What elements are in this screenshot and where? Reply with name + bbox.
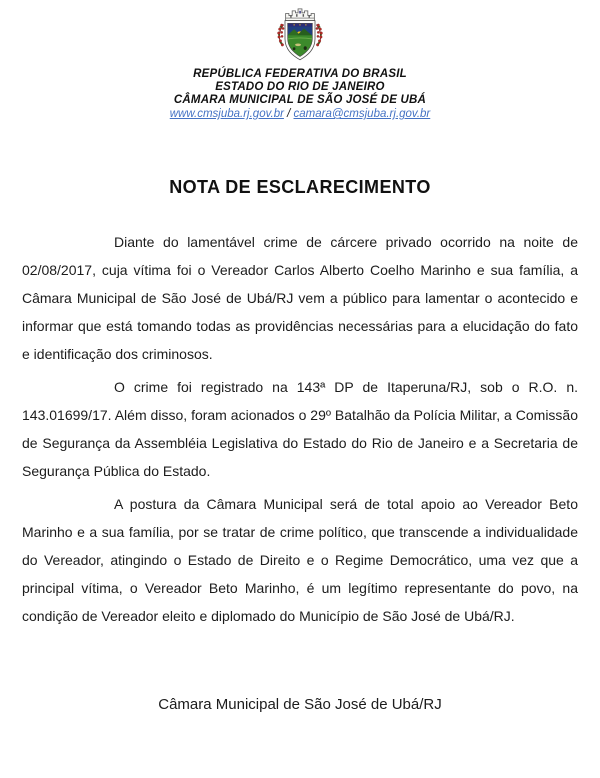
paragraph-2: O crime foi registrado na 143ª DP de Itaperuna/RJ, sob o R.O. n. 143.01699/17. Além disso, foram acionados o 29º Batalhão da Polícia Militar, a Comissão de Segurança da Assembléia Legislativa do Estado do Rio de Janeiro e a Secretaria de Segurança Pública do Estado. — [22, 379, 578, 479]
header-line-chamber: CÂMARA MUNICIPAL DE SÃO JOSÉ DE UBÁ — [173, 94, 427, 106]
coat-of-arms-icon — [265, 5, 335, 67]
page-title: NOTA DE ESCLARECIMENTO — [169, 177, 431, 197]
footer-signature: Câmara Municipal de São José de Ubá/RJ — [158, 696, 442, 713]
document-body — [0, 228, 600, 630]
letterhead — [0, 0, 600, 121]
paragraph-1: Diante do lamentável crime de cárcere privado ocorrido na noite de 02/08/2017, cuja vítima foi o Vereador Carlos Alberto Coelho Marinho e sua família, a Câmara Municipal de São José de Ubá/RJ vem a público para lamentar o acontecido e informar que está tomando todas as providências necessárias para a elucidação do fato e identificação dos criminosos. — [22, 234, 578, 362]
crown-shape — [286, 9, 315, 21]
left-branch — [277, 24, 284, 46]
right-branch — [316, 24, 323, 46]
paragraph-3: A postura da Câmara Municipal será de total apoio ao Vereador Beto Marinho e a sua família, por se tratar de crime político, que transcende a individualidade do Vereador, atingindo o Estado de Direito e o Regime Democrático, uma vez que a principal vítima, o Vereador Beto Marinho, é um legítimo representante do povo, na condição de Vereador eleito e diplomado do Município de São José de Ubá/RJ. — [22, 496, 578, 624]
email-link[interactable]: camara@cmsjuba.rj.gov.br — [293, 108, 431, 120]
link-separator: / — [283, 108, 294, 120]
header-links — [0, 108, 600, 121]
website-link[interactable]: www.cmsjuba.rj.gov.br — [169, 108, 284, 120]
header-line-state: ESTADO DO RIO DE JANEIRO — [215, 81, 385, 93]
header-line-country: REPÚBLICA FEDERATIVA DO BRASIL — [193, 68, 407, 80]
